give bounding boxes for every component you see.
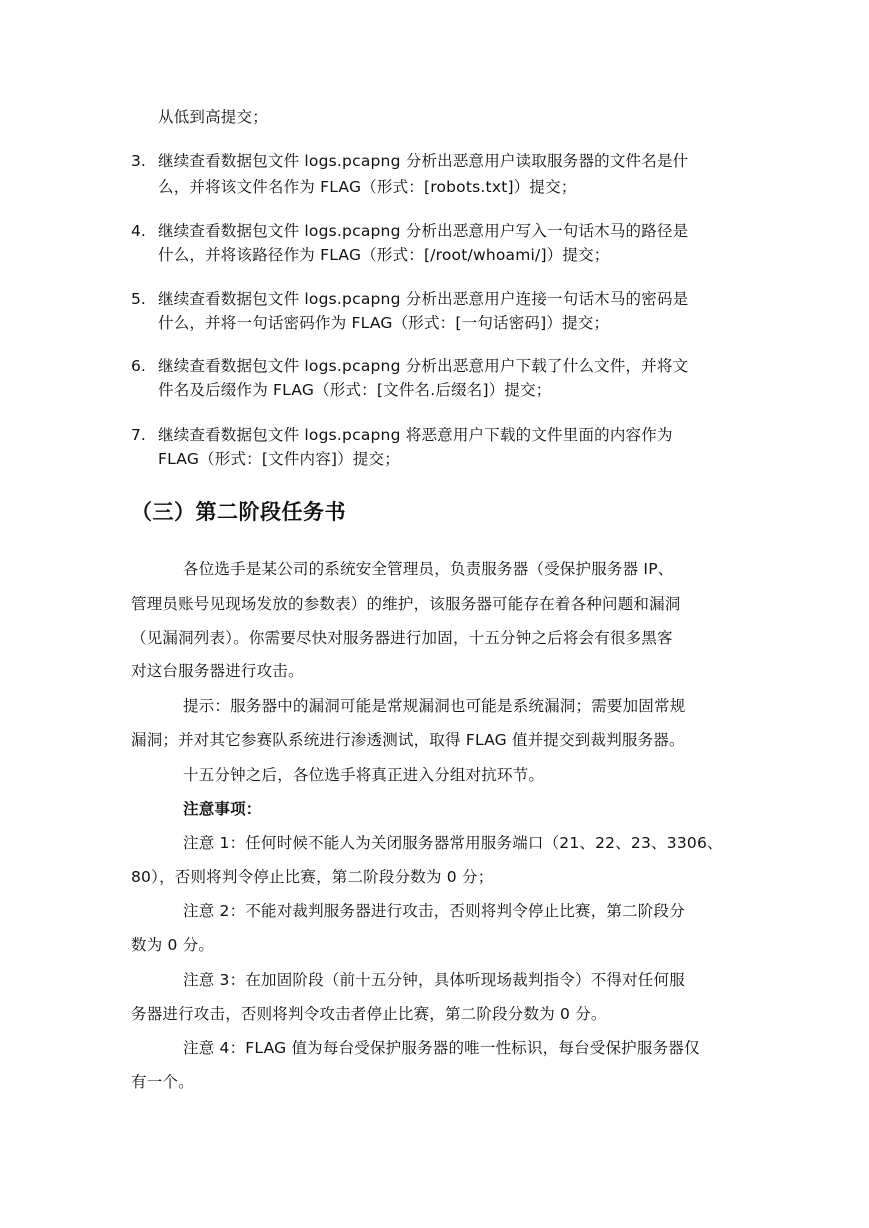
body-text-line: 十五分钟之后，各位选手将真正进入分组对抗环节。 (183, 766, 545, 784)
body-text-line: 对这台服务器进行攻击。 (131, 662, 304, 680)
item-text-line: 什么，并将该路径作为 FLAG（形式：[/root/whoami/]）提交； (158, 246, 610, 264)
body-text-line: 各位选手是某公司的系统安全管理员，负责服务器（受保护服务器 IP、 (183, 560, 674, 578)
item-number: 3. (131, 152, 146, 170)
item-text-line: 什么，并将一句话密码作为 FLAG（形式：[一句话密码]）提交； (158, 314, 610, 332)
item-number: 7. (131, 426, 146, 444)
body-text-line: 管理员账号见现场发放的参数表）的维护，该服务器可能存在着各种问题和漏洞 (131, 595, 681, 613)
item-text-line: 继续查看数据包文件 logs.pcapng 分析出恶意用户写入一句话木马的路径是 (158, 222, 689, 240)
item-text-line: 继续查看数据包文件 logs.pcapng 分析出恶意用户连接一句话木马的密码是 (158, 290, 689, 308)
item-text-line: 件名及后缀作为 FLAG（形式：[文件名.后缀名]）提交； (158, 381, 552, 399)
note-text-line: 注意 1：任何时候不能人为关闭服务器常用服务端口（21、22、23、3306、 (183, 834, 723, 852)
item-text-line: 继续查看数据包文件 logs.pcapng 分析出恶意用户下载了什么文件，并将文 (158, 357, 689, 375)
body-text-line: 提示：服务器中的漏洞可能是常规漏洞也可能是系统漏洞；需要加固常规 (183, 697, 686, 715)
item-number: 5. (131, 290, 146, 308)
note-text-line: 有一个。 (131, 1073, 194, 1091)
notes-title: 注意事项： (183, 800, 262, 818)
note-text-line: 注意 3：在加固阶段（前十五分钟，具体听现场裁判指令）不得对任何服 (183, 971, 685, 989)
item-text-line: 继续查看数据包文件 logs.pcapng 将恶意用户下载的文件里面的内容作为 (158, 426, 673, 444)
item-number: 4. (131, 222, 146, 240)
body-text-line: （见漏洞列表）。你需要尽快对服务器进行加固，十五分钟之后将会有很多黑客 (131, 629, 673, 647)
note-text-line: 数为 0 分。 (131, 936, 215, 954)
intro-line: 从低到高提交； (158, 108, 268, 126)
item-text-line: FLAG（形式：[文件内容]）提交； (158, 450, 400, 468)
item-number: 6. (131, 357, 146, 375)
note-text-line: 80），否则将判令停止比赛，第二阶段分数为 0 分； (131, 868, 494, 886)
note-text-line: 注意 2：不能对裁判服务器进行攻击，否则将判令停止比赛，第二阶段分 (183, 902, 685, 920)
item-text-line: 继续查看数据包文件 logs.pcapng 分析出恶意用户读取服务器的文件名是什 (158, 152, 689, 170)
note-text-line: 注意 4：FLAG 值为每台受保护服务器的唯一性标识，每台受保护服务器仅 (183, 1039, 700, 1057)
item-text-line: 么，并将该文件名作为 FLAG（形式：[robots.txt]）提交； (158, 178, 577, 196)
section-heading: （三）第二阶段任务书 (131, 500, 346, 524)
note-text-line: 务器进行攻击，否则将判令攻击者停止比赛，第二阶段分数为 0 分。 (131, 1005, 607, 1023)
body-text-line: 漏洞；并对其它参赛队系统进行渗透测试，取得 FLAG 值并提交到裁判服务器。 (131, 731, 685, 749)
